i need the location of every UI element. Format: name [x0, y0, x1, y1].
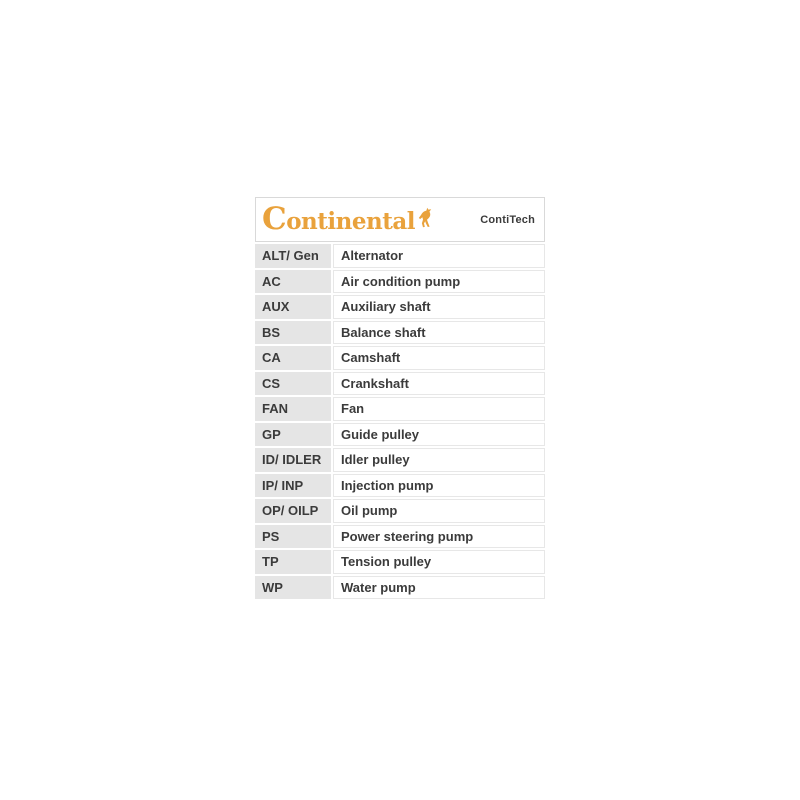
- brand-wordmark: Continental: [262, 201, 415, 237]
- legend-row: [255, 397, 545, 421]
- legend-row: [255, 550, 545, 574]
- abbreviation-cell: IP/ INP: [255, 474, 331, 498]
- abbreviation-cell: ID/ IDLER: [255, 448, 331, 472]
- abbreviation-cell: PS: [255, 525, 331, 549]
- abbreviation-cell: AC: [255, 270, 331, 294]
- description-cell: Power steering pump: [333, 525, 545, 549]
- legend-row: [255, 295, 545, 319]
- abbreviation-legend-panel: [255, 197, 545, 599]
- description-cell: Idler pulley: [333, 448, 545, 472]
- legend-row: [255, 346, 545, 370]
- description-cell: Air condition pump: [333, 270, 545, 294]
- abbreviation-cell: TP: [255, 550, 331, 574]
- legend-row: [255, 270, 545, 294]
- legend-row: [255, 448, 545, 472]
- legend-row: [255, 423, 545, 447]
- description-cell: Balance shaft: [333, 321, 545, 345]
- brand-header: [255, 197, 545, 242]
- contitech-label: ContiTech: [480, 213, 535, 226]
- abbreviation-cell: BS: [255, 321, 331, 345]
- description-cell: Oil pump: [333, 499, 545, 523]
- abbreviation-cell: CA: [255, 346, 331, 370]
- description-cell: Fan: [333, 397, 545, 421]
- description-cell: Water pump: [333, 576, 545, 600]
- legend-row: [255, 474, 545, 498]
- description-cell: Guide pulley: [333, 423, 545, 447]
- legend-row: [255, 321, 545, 345]
- description-cell: Tension pulley: [333, 550, 545, 574]
- description-cell: Alternator: [333, 244, 545, 268]
- legend-row: [255, 525, 545, 549]
- description-cell: Camshaft: [333, 346, 545, 370]
- legend-row: [255, 372, 545, 396]
- abbreviation-cell: ALT/ Gen: [255, 244, 331, 268]
- description-cell: Injection pump: [333, 474, 545, 498]
- legend-row: [255, 499, 545, 523]
- abbreviation-cell: CS: [255, 372, 331, 396]
- continental-logo: [262, 201, 433, 237]
- legend-row: [255, 576, 545, 600]
- abbreviation-cell: OP/ OILP: [255, 499, 331, 523]
- abbreviation-cell: FAN: [255, 397, 331, 421]
- abbreviation-cell: GP: [255, 423, 331, 447]
- description-cell: Auxiliary shaft: [333, 295, 545, 319]
- legend-row: [255, 244, 545, 268]
- description-cell: Crankshaft: [333, 372, 545, 396]
- abbreviation-cell: WP: [255, 576, 331, 600]
- abbreviation-cell: AUX: [255, 295, 331, 319]
- rearing-horse-icon: [418, 207, 433, 229]
- legend-table: [255, 244, 545, 599]
